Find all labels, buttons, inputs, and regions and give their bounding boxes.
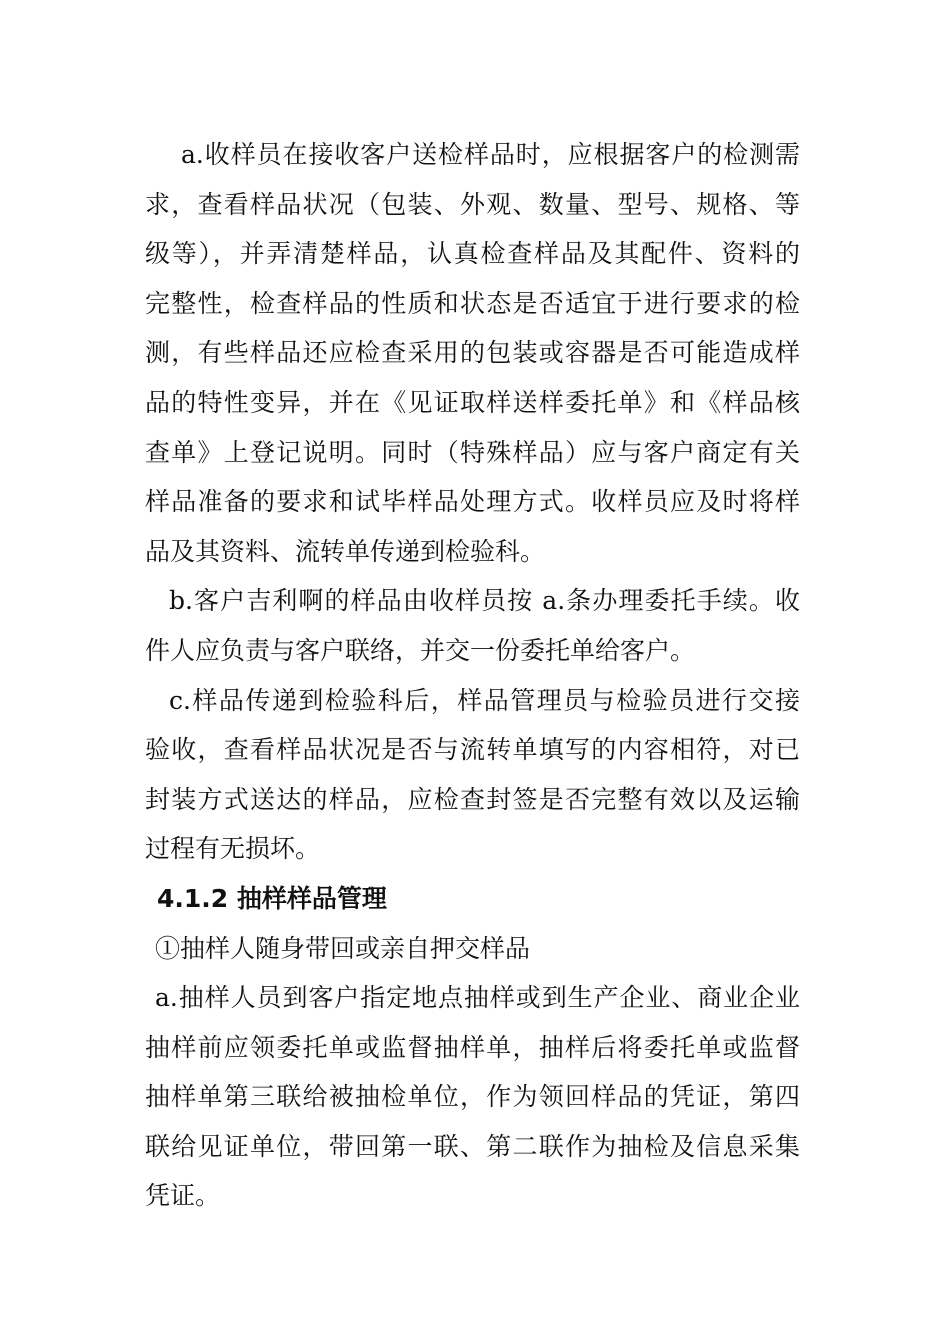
sub-item-title: ①抽样人随身带回或亲自押交样品 xyxy=(155,933,531,963)
paragraph-b-line-1: b.客户吉利啊的样品由收样员按 a.条办理委托手续。收 xyxy=(169,586,800,616)
paragraph-a-line-1: a.收样员在接收客户送检样品时，应根据客户的检测需 xyxy=(181,140,800,169)
paragraph-c-line-1: c.样品传递到检验科后，样品管理员与检验员进行交接 xyxy=(169,685,800,715)
paragraph-c-line-3: 封装方式送达的样品，应检查封签是否完整有效以及运输 xyxy=(145,784,800,814)
paragraph-sampling-line-4: 联给见证单位，带回第一联、第二联作为抽检及信息采集 xyxy=(145,1131,800,1161)
paragraph-sampling-line-5: 凭证。 xyxy=(145,1181,221,1211)
paragraph-a-line-3: 级等），并弄清楚样品，认真检查样品及其配件、资料的 xyxy=(145,239,800,269)
paragraph-sampling-line-2: 抽样前应领委托单或监督抽样单，抽样后将委托单或监督 xyxy=(145,1032,800,1062)
paragraph-a-line-5: 测，有些样品还应检查采用的包装或容器是否可能造成样 xyxy=(145,338,800,368)
paragraph-c-line-2: 验收，查看样品状况是否与流转单填写的内容相符，对已 xyxy=(145,735,800,765)
paragraph-a-line-4: 完整性，检查样品的性质和状态是否适宜于进行要求的检 xyxy=(145,288,800,318)
document-body xyxy=(145,130,800,1221)
paragraph-sampling-line-1: a.抽样人员到客户指定地点抽样或到生产企业、商业企业 xyxy=(155,983,800,1013)
paragraph-c-line-4: 过程有无损坏。 xyxy=(145,834,321,864)
paragraph-a-line-7: 查单》上登记说明。同时（特殊样品）应与客户商定有关 xyxy=(145,437,800,467)
paragraph-a-line-6: 品的特性变异，并在《见证取样送样委托单》和《样品核 xyxy=(145,387,800,417)
paragraph-a-line-2: 求，查看样品状况（包装、外观、数量、型号、规格、等 xyxy=(145,189,800,219)
paragraph-a-line-9: 品及其资料、流转单传递到检验科。 xyxy=(145,536,546,566)
section-heading: 4.1.2 抽样样品管理 xyxy=(157,883,387,913)
paragraph-b-line-2: 件人应负责与客户联络，并交一份委托单给客户。 xyxy=(145,635,696,665)
paragraph-sampling-line-3: 抽样单第三联给被抽检单位，作为领回样品的凭证，第四 xyxy=(145,1082,800,1112)
paragraph-a-line-8: 样品准备的要求和试毕样品处理方式。收样员应及时将样 xyxy=(145,487,800,517)
